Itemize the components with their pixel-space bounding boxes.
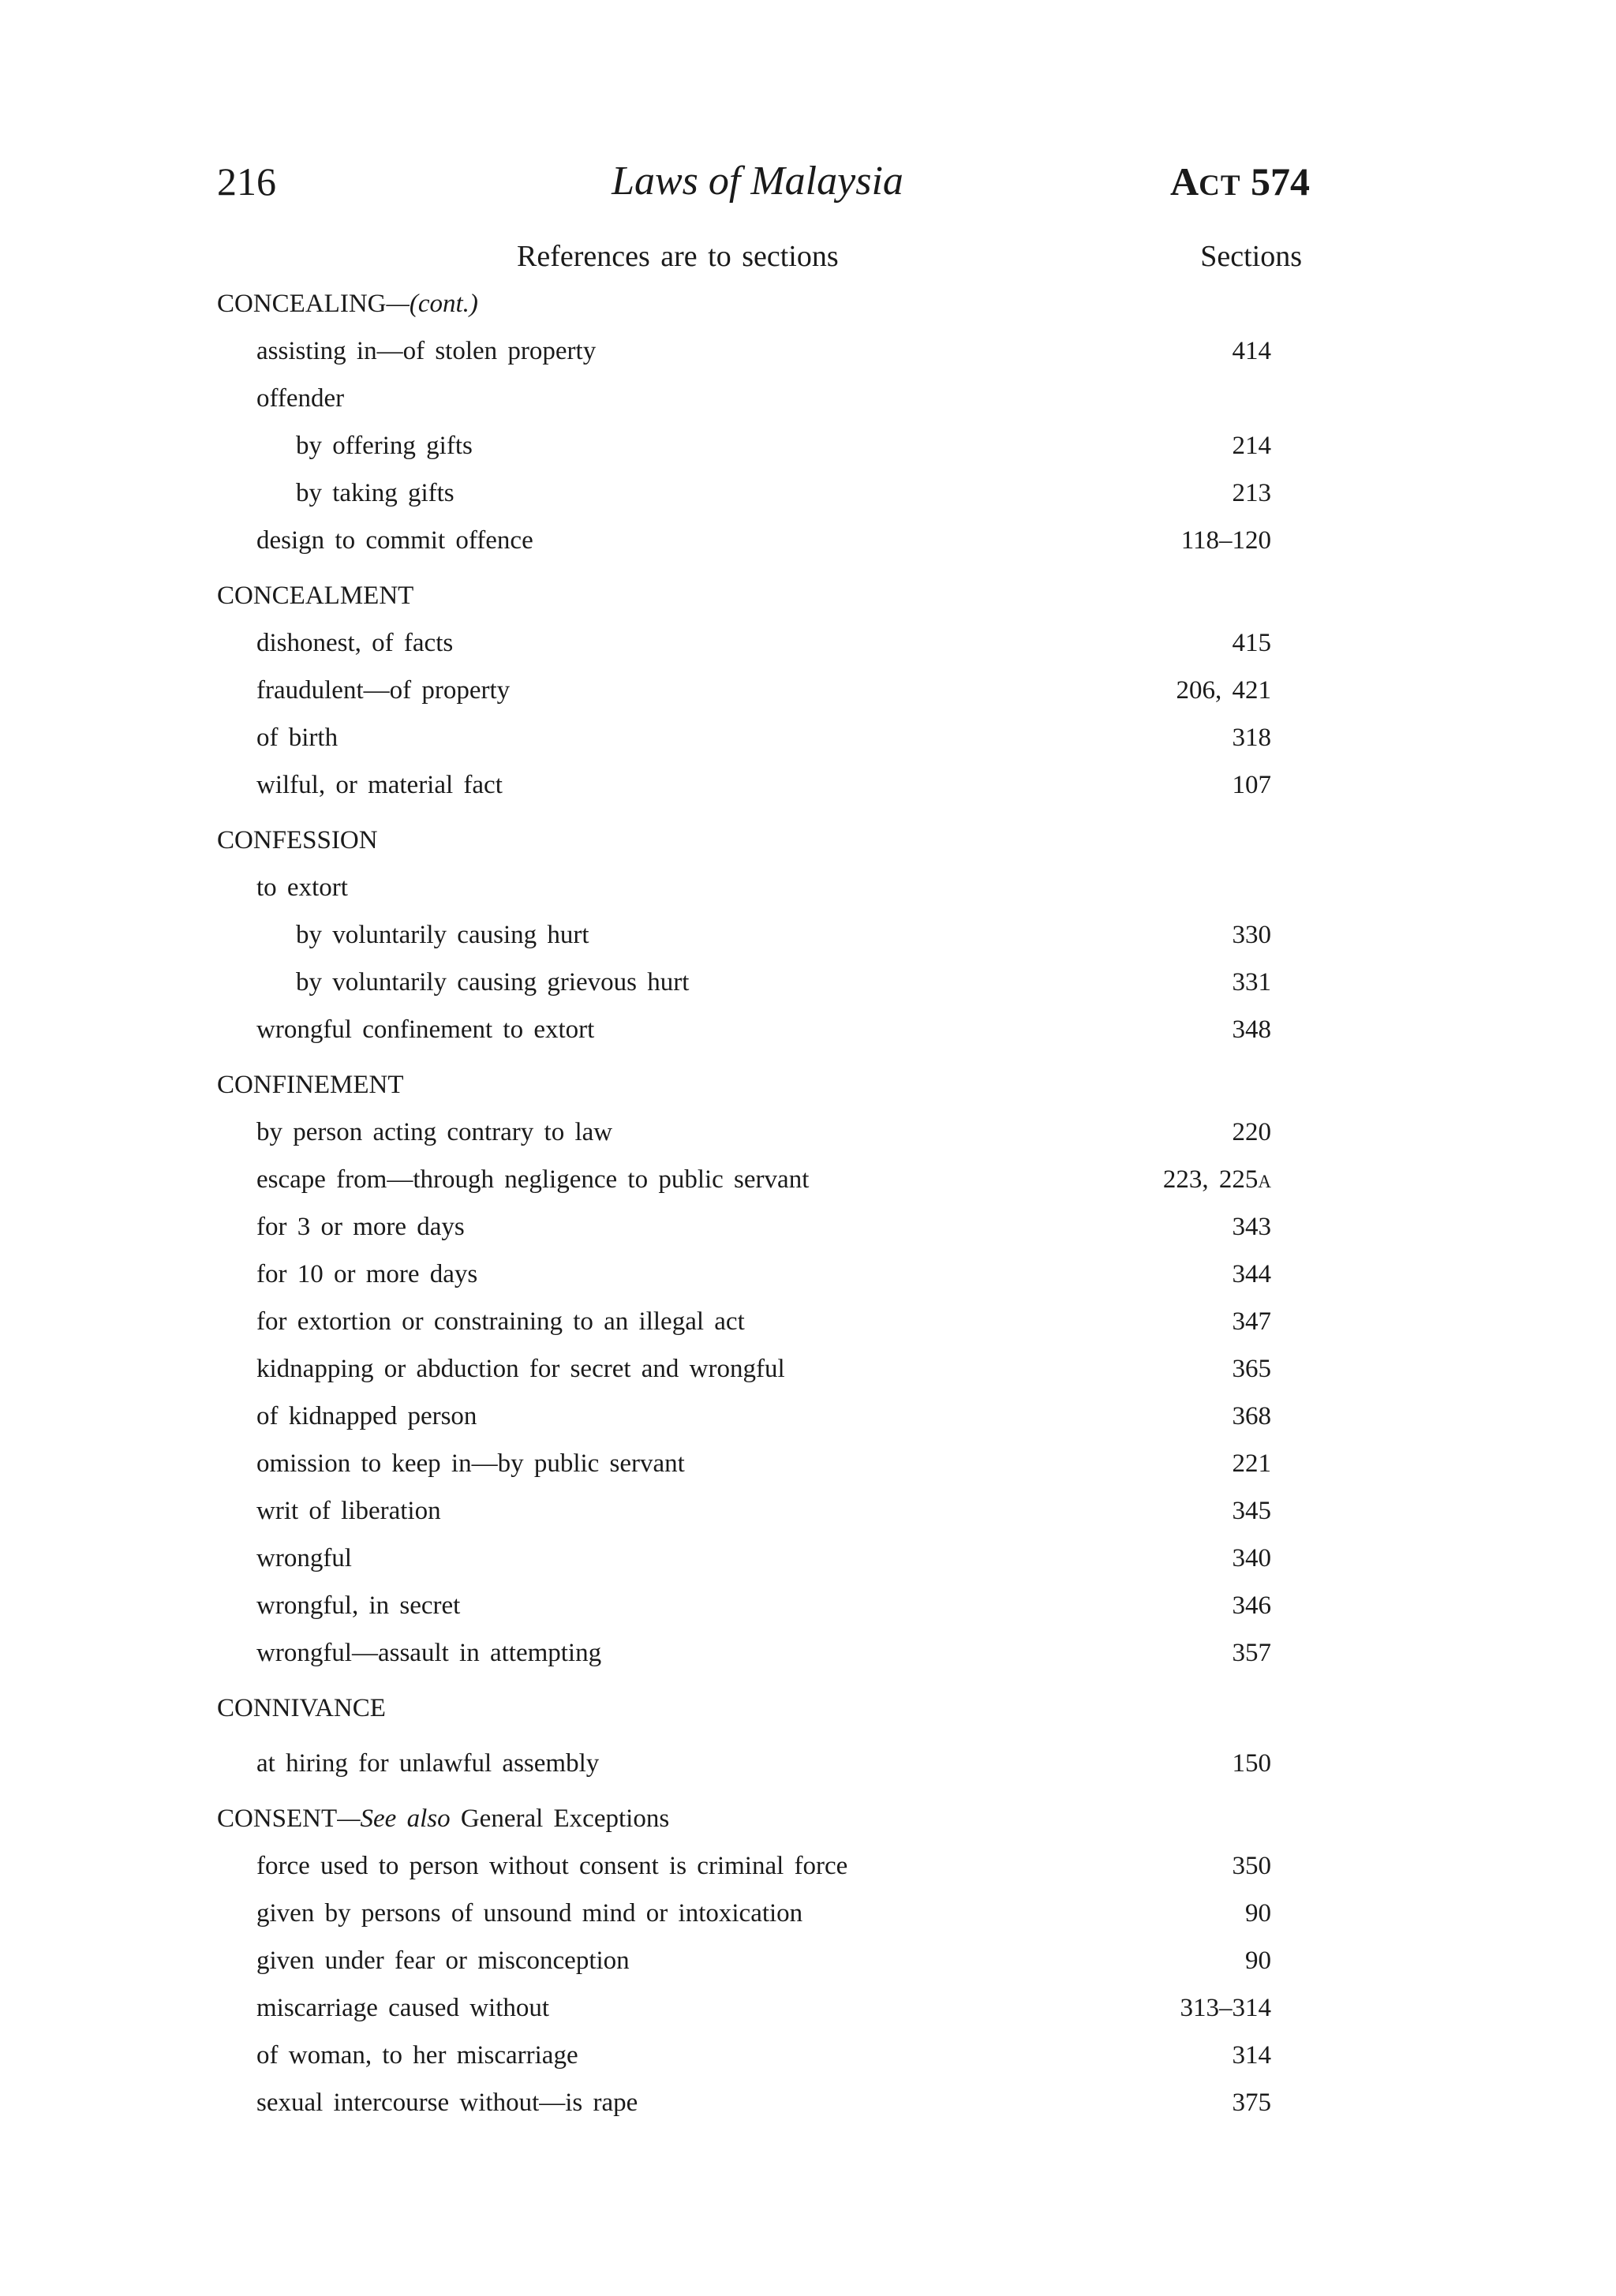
entry-text [256,1890,802,1937]
index-heading [0,280,1616,327]
index-entry [0,2032,1616,2079]
index-heading [0,1061,1616,1109]
entry-text [256,327,596,375]
entry-text [217,1685,386,1732]
section-number: 375 [1232,2088,1271,2117]
entry-term: offender [256,384,345,413]
entry-text [256,1937,630,1984]
index-entry [0,469,1616,517]
entry-term: given by persons of unsound mind or intoxication [256,1899,803,1928]
index-entry [0,1535,1616,1582]
index-entry [0,1109,1616,1156]
entry-text [256,864,348,911]
entry-section-ref [1233,1535,1272,1582]
entry-term: by taking gifts [296,479,454,507]
index-entry [0,422,1616,469]
entry-text [256,2032,578,2079]
entry-text [256,761,503,809]
entry-text [256,1203,465,1251]
entry-section-ref [1233,959,1272,1006]
index-entry [0,1203,1616,1251]
section-number: 348 [1232,1015,1271,1044]
section-number: 357 [1232,1639,1271,1667]
entry-term: force used to person without consent is criminal force [256,1852,848,1880]
entry-text [256,1156,809,1203]
entry-italic-note: —See also [337,1804,451,1833]
index-entry [0,714,1616,761]
entry-section-ref [1163,1156,1271,1206]
section-number: 415 [1232,629,1271,657]
entry-text [256,1629,601,1677]
section-number: 345 [1232,1497,1271,1525]
index-entry [0,1156,1616,1203]
entry-section-ref [1233,1393,1272,1440]
index-entry [0,375,1616,422]
index-heading [0,572,1616,619]
entry-section-ref [1233,1345,1272,1393]
section-number: 318 [1232,724,1271,752]
entry-text [256,1582,460,1629]
entry-section-ref [1233,2032,1272,2079]
entry-italic-note: —(cont.) [386,290,478,318]
entry-section-ref [1233,1629,1272,1677]
index-entry [0,1740,1616,1787]
entry-section-ref [1233,1109,1272,1156]
entry-text [256,1345,785,1393]
entry-section-ref [1233,714,1272,761]
entry-text [256,667,510,714]
entry-section-ref [1233,1203,1272,1251]
section-number: 107 [1232,771,1271,799]
entry-section-ref [1233,327,1272,375]
entry-term: dishonest, of facts [256,629,454,657]
index-entry [0,959,1616,1006]
entry-text [256,1487,441,1535]
entry-term: by person acting contrary to law [256,1118,613,1146]
sections-column-header: Sections [1200,240,1302,273]
index-entry [0,1440,1616,1487]
entry-section-ref [1233,1251,1272,1298]
entry-term: wrongful [256,1544,352,1572]
entry-term: miscarriage caused without [256,1994,550,2022]
index-entry [0,911,1616,959]
entry-cross-reference: General Exceptions [450,1804,670,1833]
entry-text [256,517,533,564]
entry-text [217,280,478,327]
act-number: 574 [1251,159,1310,204]
entry-text [217,817,378,864]
entry-text [256,1298,745,1345]
section-number: 90 [1245,1899,1271,1928]
section-number: 150 [1232,1749,1271,1778]
section-number: 330 [1232,921,1271,949]
section-number: 343 [1232,1213,1271,1241]
index-entry [0,761,1616,809]
entry-text [296,959,689,1006]
entry-term: wrongful, in secret [256,1591,461,1620]
entry-term: at hiring for unlawful assembly [256,1749,600,1778]
entry-section-ref [1181,517,1271,564]
entry-section-ref [1180,1984,1272,2032]
entry-term: by voluntarily causing hurt [296,921,589,949]
entry-term: writ of liberation [256,1497,441,1525]
entry-section-ref [1233,1440,1272,1487]
entry-text [296,911,589,959]
entry-section-ref [1233,911,1272,959]
index-entry [0,1842,1616,1890]
section-suffix: A [1258,1172,1271,1191]
entry-term: to extort [256,873,348,902]
entry-term: omission to keep in—by public servant [256,1449,685,1478]
entry-text [256,1251,477,1298]
entry-section-ref [1176,667,1272,714]
entry-term: for extortion or constraining to an illegal act [256,1307,745,1336]
entry-term: by voluntarily causing grievous hurt [296,968,690,997]
index-entry [0,1006,1616,1053]
entry-term: of woman, to her miscarriage [256,2041,578,2070]
index-entry [0,1890,1616,1937]
entry-term: wrongful confinement to extort [256,1015,595,1044]
section-number: 414 [1232,337,1271,365]
section-number: 368 [1232,1402,1271,1430]
page-title: Laws of Malaysia [612,159,903,204]
entry-section-ref [1233,1298,1272,1345]
index-entry [0,1251,1616,1298]
entry-term: for 10 or more days [256,1260,478,1288]
section-number: 223, 225 [1162,1165,1259,1194]
index-heading [0,1685,1616,1732]
entry-term: wrongful—assault in attempting [256,1639,602,1667]
entry-text [296,422,473,469]
index-entry [0,1487,1616,1535]
index-entry [0,517,1616,564]
entry-term: kidnapping or abduction for secret and wrongful [256,1355,785,1383]
entry-text [256,2079,638,2126]
entry-term: by offering gifts [296,432,473,460]
entry-section-ref [1233,422,1272,469]
entry-term: CONFESSION [217,826,378,854]
index-entry [0,327,1616,375]
entry-text [256,1393,477,1440]
entry-text [256,1984,549,2032]
section-number: 365 [1232,1355,1271,1383]
entry-section-ref [1233,619,1272,667]
entry-section-ref [1233,1487,1272,1535]
entry-term: sexual intercourse without—is rape [256,2088,638,2117]
act-word-rest: CT [1199,170,1241,202]
index-heading [0,1795,1616,1842]
section-number: 90 [1245,1946,1271,1975]
index-entry [0,1984,1616,2032]
entry-term: CONCEALING [217,290,387,318]
entry-section-ref [1233,2079,1272,2126]
entry-text [256,714,338,761]
index-heading [0,817,1616,864]
section-number: 118–120 [1180,526,1271,555]
entry-section-ref [1233,1582,1272,1629]
index-entry [0,1582,1616,1629]
entry-term: CONFINEMENT [217,1071,404,1099]
index-entry [0,2079,1616,2126]
section-number: 350 [1232,1852,1271,1880]
entry-text [296,469,454,517]
entry-term: of kidnapped person [256,1402,477,1430]
entry-term: assisting in—of stolen property [256,337,597,365]
section-number: 220 [1232,1118,1271,1146]
entry-section-ref [1233,761,1272,809]
act-prefix: A [1169,159,1199,204]
entry-term: fraudulent—of property [256,676,511,705]
entry-text [217,1061,404,1109]
entry-section-ref [1233,1006,1272,1053]
entry-term: given under fear or misconception [256,1946,630,1975]
entry-term: design to commit offence [256,526,533,555]
entry-text [256,1006,594,1053]
entry-text [217,1795,669,1842]
entry-text [256,619,453,667]
section-number: 206, 421 [1176,676,1271,705]
entry-term: CONNIVANCE [217,1694,386,1722]
section-number: 214 [1232,432,1271,460]
section-number: 314 [1232,2041,1271,2070]
section-number: 347 [1232,1307,1271,1336]
index-entry [0,1345,1616,1393]
page-number: 216 [217,159,276,204]
entry-text [256,1842,847,1890]
entry-text [217,572,413,619]
section-number: 331 [1232,968,1271,997]
index-entry [0,1393,1616,1440]
section-number: 340 [1232,1544,1271,1572]
entry-term: of birth [256,724,339,752]
entry-text [256,1440,685,1487]
section-number: 344 [1232,1260,1271,1288]
index-entry [0,667,1616,714]
entry-section-ref [1233,1740,1272,1787]
entry-text [256,375,344,422]
entry-term: for 3 or more days [256,1213,465,1241]
references-column-header: References are to sections [517,240,839,273]
entry-text [256,1535,352,1582]
entry-text [256,1109,612,1156]
entry-section-ref [1233,1842,1272,1890]
entry-term: CONCEALMENT [217,581,414,610]
entry-section-ref [1233,469,1272,517]
section-number: 221 [1232,1449,1271,1478]
entry-term: wilful, or material fact [256,771,503,799]
entry-section-ref [1245,1890,1271,1937]
index-entry [0,1937,1616,1984]
entry-term: escape from—through negligence to public servant [256,1165,810,1194]
section-number: 346 [1232,1591,1271,1620]
index-entry [0,619,1616,667]
entry-text [256,1740,599,1787]
entry-section-ref [1245,1937,1271,1984]
section-number: 313–314 [1180,1994,1271,2022]
index-entry [0,1629,1616,1677]
entry-term: CONSENT [217,1804,338,1833]
index-entry [0,864,1616,911]
index-entry [0,1298,1616,1345]
act-label [1160,158,1310,210]
section-number: 213 [1232,479,1271,507]
